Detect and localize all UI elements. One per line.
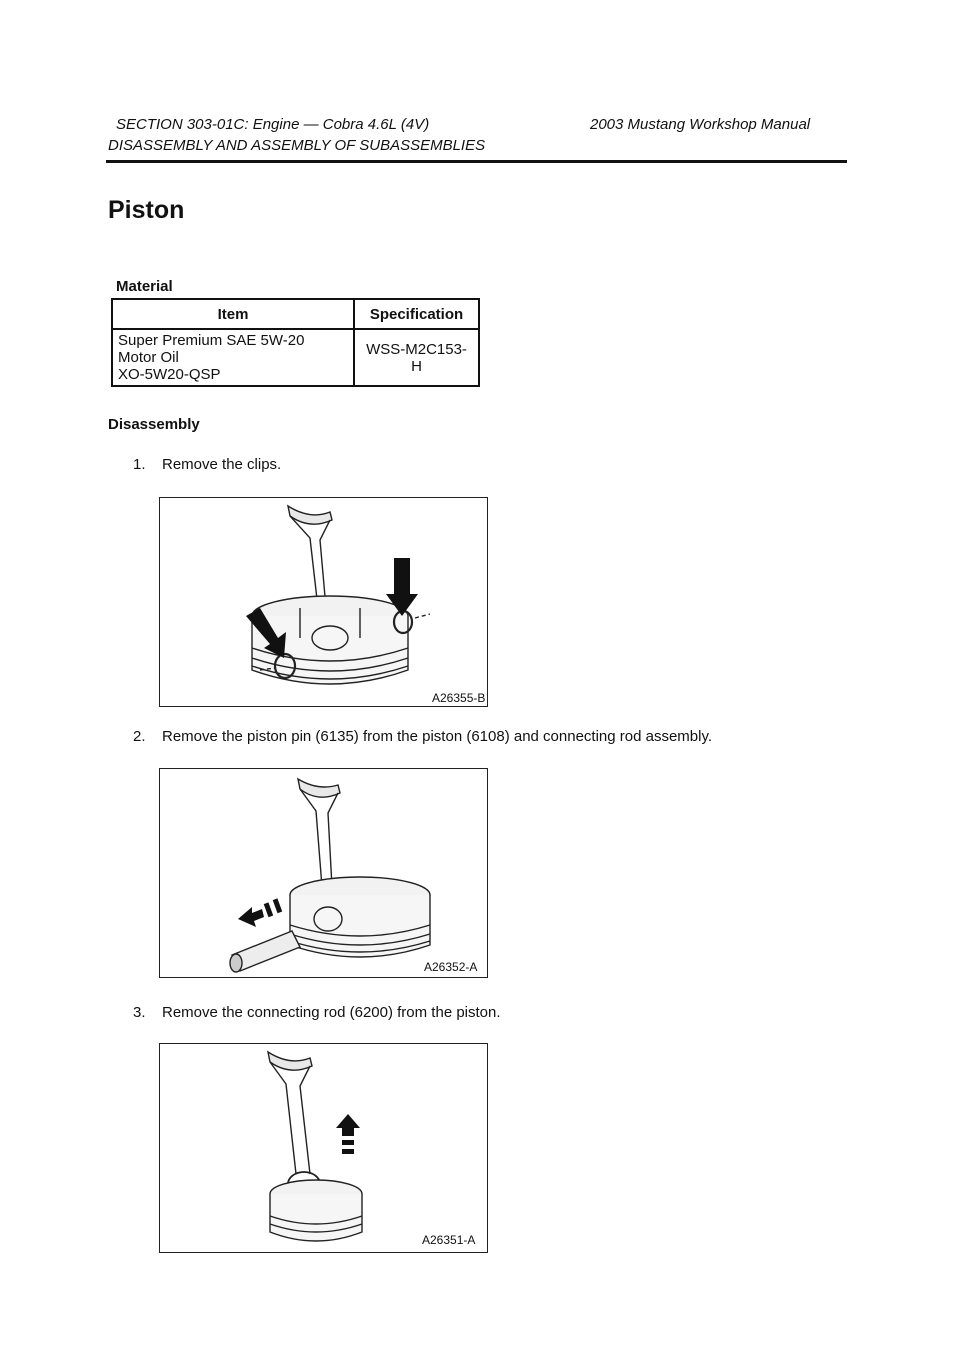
- header-section: SECTION 303-01C: Engine — Cobra 4.6L (4V): [116, 116, 430, 133]
- header-divider: [106, 160, 847, 163]
- step-number: 1.: [133, 456, 146, 473]
- step-1: [133, 456, 281, 473]
- material-label: Material: [116, 278, 173, 295]
- step-number: 2.: [133, 728, 146, 745]
- material-spec-line: H: [411, 357, 422, 375]
- figure-piston-pin-removal: [159, 768, 488, 978]
- column-header-specification: Specification: [354, 299, 479, 329]
- material-spec-line: WSS-M2C153-: [366, 340, 467, 358]
- material-item-line: XO-5W20-QSP: [118, 366, 221, 383]
- table-row: [112, 329, 479, 386]
- piston-pin-removal-icon: [160, 769, 487, 977]
- material-item-line: Motor Oil: [118, 349, 179, 366]
- step-number: 3.: [133, 1004, 146, 1021]
- connecting-rod-removal-icon: [160, 1044, 487, 1252]
- column-header-item: Item: [112, 299, 354, 329]
- material-spec-cell: [354, 329, 479, 386]
- step-text: Remove the clips.: [162, 456, 282, 473]
- figure-piston-clip-removal: [159, 497, 488, 707]
- figure-code: A26355-B: [432, 691, 486, 705]
- header-manual-title: 2003 Mustang Workshop Manual: [590, 116, 811, 133]
- material-item-line: Super Premium SAE 5W-20: [118, 332, 305, 349]
- figure-code: A26352-A: [424, 960, 478, 974]
- figure-code: A26351-A: [422, 1233, 476, 1247]
- step-3: [133, 1004, 501, 1021]
- step-2: [133, 728, 712, 745]
- step-text: Remove the piston pin (6135) from the piston (6108) and connecting rod assembly.: [162, 728, 713, 745]
- material-table-header: [112, 299, 479, 329]
- disassembly-heading: Disassembly: [108, 416, 200, 433]
- step-text: Remove the connecting rod (6200) from the piston.: [162, 1004, 501, 1021]
- page-title: Piston: [108, 196, 185, 224]
- piston-clip-removal-icon: [160, 498, 487, 706]
- header-subsection: DISASSEMBLY AND ASSEMBLY OF SUBASSEMBLIES: [108, 137, 486, 154]
- material-item-cell: [112, 329, 354, 386]
- figure-connecting-rod-removal: [159, 1043, 488, 1253]
- material-table: [111, 298, 480, 387]
